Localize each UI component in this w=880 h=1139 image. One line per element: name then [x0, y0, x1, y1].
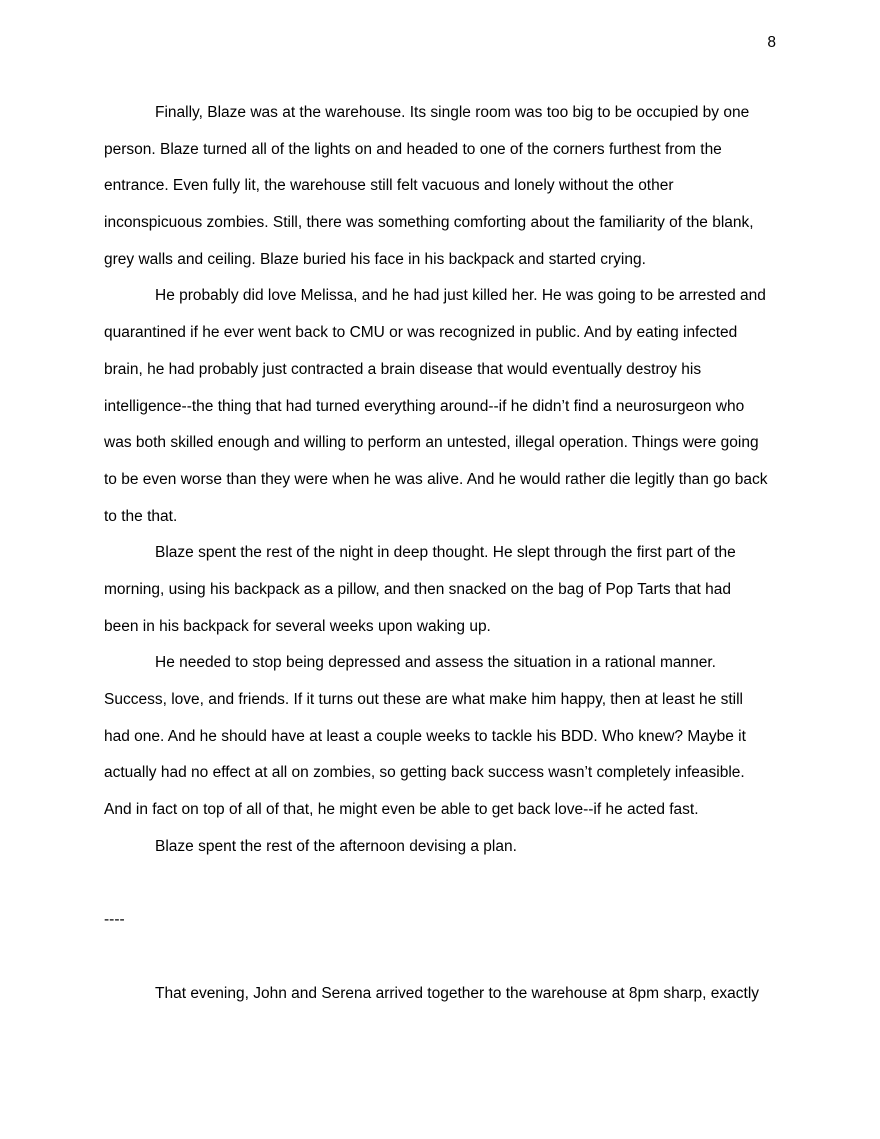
- text-line: Success, love, and friends. If it turns out these are what make him happy, then at least he still: [104, 691, 743, 708]
- text-line: intelligence--the thing that had turned everything around--if he didn’t find a neurosurgeon who: [104, 397, 745, 415]
- paragraph: [104, 976, 804, 1013]
- text-line: grey walls and ceiling. Blaze buried his face in his backpack and started crying.: [104, 250, 646, 268]
- body-text: [104, 95, 804, 1012]
- text-line: morning, using his backpack as a pillow, and then snacked on the bag of Pop Tarts that had: [104, 580, 732, 598]
- paragraph: [104, 95, 804, 278]
- text-line: That evening, John and Serena arrived together to the warehouse at 8pm sharp, exactly: [155, 984, 760, 1002]
- text-line: quarantined if he ever went back to CMU or was recognized in public. And by eating infected: [104, 324, 738, 342]
- text-line: And in fact on top of all of that, he might even be able to get back love--if he acted fast.: [104, 801, 699, 819]
- blank-line: [104, 939, 804, 976]
- text-line: been in his backpack for several weeks upon waking up.: [104, 617, 491, 635]
- section-separator: ----: [104, 911, 125, 929]
- text-line: Blaze spent the rest of the afternoon devising a plan.: [155, 837, 517, 855]
- page-number: 8: [767, 34, 776, 51]
- text-line: to be even worse than they were when he was alive. And he would rather die legitly than go back: [104, 470, 768, 488]
- text-line: had one. And he should have at least a couple weeks to tackle his BDD. Who knew? Maybe it: [104, 727, 746, 745]
- paragraph: [104, 829, 804, 866]
- text-line: Blaze spent the rest of the night in deep thought. He slept through the first part of the: [155, 544, 736, 562]
- paragraph: [104, 535, 804, 645]
- text-line: brain, he had probably just contracted a brain disease that would eventually destroy his: [104, 360, 702, 378]
- paragraph: [104, 645, 804, 828]
- text-line: actually had no effect at all on zombies, so getting back success wasn’t completely infeasible.: [104, 764, 745, 782]
- text-line: to the that.: [104, 507, 178, 525]
- text-line: inconspicuous zombies. Still, there was something comforting about the familiarity of the blank,: [104, 214, 754, 232]
- text-line: He needed to stop being depressed and assess the situation in a rational manner.: [155, 654, 716, 672]
- text-line: He probably did love Melissa, and he had just killed her. He was going to be arrested and: [155, 287, 766, 305]
- text-line: Finally, Blaze was at the warehouse. Its single room was too big to be occupied by one: [155, 104, 750, 121]
- text-line: entrance. Even fully lit, the warehouse still felt vacuous and lonely without the other: [104, 177, 674, 195]
- text-line: was both skilled enough and willing to perform an untested, illegal operation. Things were going: [104, 434, 759, 452]
- text-line: person. Blaze turned all of the lights on and headed to one of the corners furthest from the: [104, 140, 722, 158]
- blank-line: [104, 865, 804, 902]
- paragraph: [104, 278, 804, 535]
